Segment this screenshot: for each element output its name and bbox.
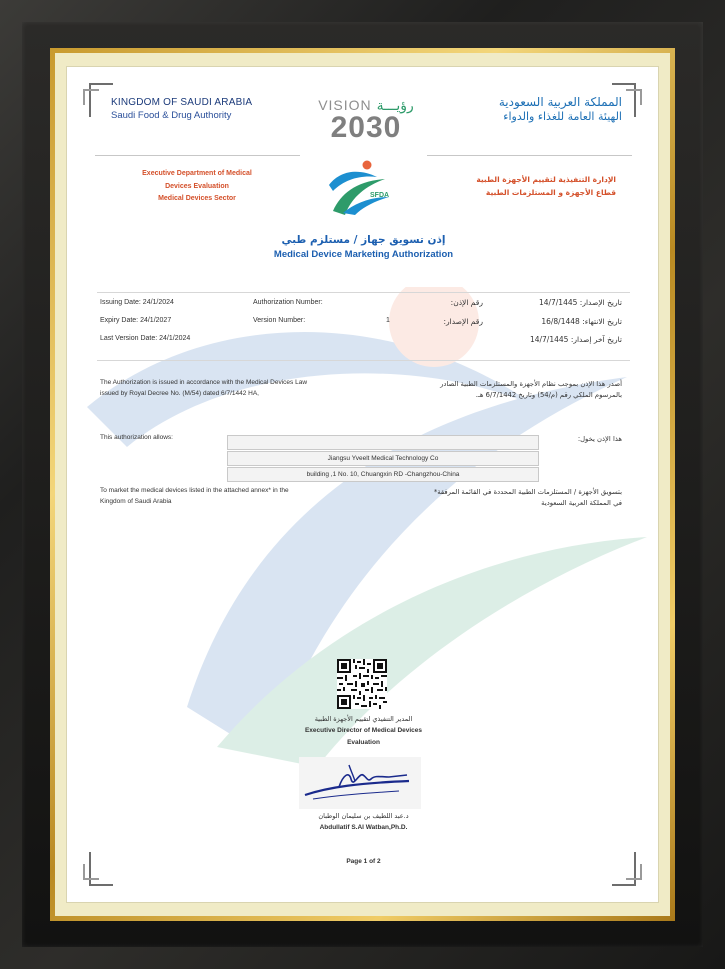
authorization-number-label: Authorization Number: (253, 299, 323, 306)
authority-name-en: Saudi Food & Drug Authority (111, 110, 232, 121)
corner-ornament (83, 89, 99, 105)
department-en (117, 168, 277, 206)
divider (95, 155, 300, 156)
vision-word: VISION (318, 97, 372, 113)
version-number-ar: رقم الإصدار: (443, 317, 483, 326)
authorized-entity-box (227, 435, 539, 483)
corner-ornament (626, 864, 642, 880)
market-statement-en: To market the medical devices listed in the attached annex* in the Kingdom of Saudi Arabia (100, 487, 289, 505)
last-version-date-en: Last Version Date: 24/1/2024 (100, 335, 191, 342)
allows-label-en: This authorization allows: (100, 434, 173, 441)
header-arabic (499, 95, 622, 123)
expiry-date-ar: تاريخ الانتهاء: 16/8/1448 (541, 317, 622, 326)
qr-code (337, 659, 387, 709)
last-version-date-ar: تاريخ آخر إصدار: 14/7/1445 (529, 335, 622, 344)
sfda-logo-text: SFDA (370, 192, 390, 199)
vision-year: 2030 (330, 111, 402, 144)
document-title-en: Medical Device Marketing Authorization (273, 249, 454, 260)
department-ar-line: الإدارة التنفيذية لتقييم الأجهزة الطبية (476, 175, 616, 184)
department-ar-line: قطاع الأجهزة و المستلزمات الطبية (485, 188, 616, 197)
signatory-title-en: Executive Director of Medical Devices (304, 727, 423, 734)
market-statement-ar-line: في المملكة العربية السعودية (541, 499, 622, 507)
document-title-ar: إذن تسويق جهاز / مستلزم طبي (281, 234, 446, 246)
law-statement-ar-line: أصدر هذا الإذن بموجب نظام الأجهزة والمستلزمات الطبية الصادر (440, 380, 622, 388)
market-statement-ar (382, 487, 622, 509)
authority-name-ar: الهيئة العامة للغذاء والدواء (503, 110, 622, 123)
handwritten-signature (299, 757, 421, 809)
auth-number-ar: رقم الإذن: (450, 298, 483, 307)
issuing-date-ar: تاريخ الإصدار: 14/7/1445 (538, 298, 622, 307)
department-en-line: Medical Devices Sector (158, 195, 236, 202)
version-number-label: Version Number: (253, 317, 306, 324)
company-name: Jiangsu Yveelt Medical Technology Co (227, 451, 539, 466)
issuing-date-en: Issuing Date: 24/1/2024 (100, 299, 174, 306)
signatory-title-ar: المدير التنفيذي لتقييم الأجهزة الطبية (314, 715, 413, 723)
expiry-date-en: Expiry Date: 24/1/2027 (100, 317, 172, 324)
signatory-name-ar: د.عبد اللطيف بن سليمان الوطبان (318, 812, 409, 820)
blank-field (227, 435, 539, 450)
header-english (111, 97, 252, 121)
corner-ornament (83, 864, 99, 880)
department-ar (446, 173, 616, 199)
company-address: building ,1 No. 10, Chuangxin RD -Changzhou-China (227, 467, 539, 482)
law-statement-ar (392, 379, 622, 401)
department-en-line: Devices Evaluation (165, 182, 229, 190)
divider (97, 360, 630, 361)
department-en-line: Executive Department of Medical (142, 170, 252, 177)
version-number-value: 1 (386, 317, 390, 324)
corner-ornament (626, 89, 642, 105)
sfda-logo (323, 159, 395, 217)
allows-label-ar: هذا الإذن يخول: (577, 435, 622, 443)
market-statement-ar-line: بتسويق الأجهزة / المستلزمات الطبية المحددة في القائمة المرفقة* (433, 488, 622, 496)
kingdom-name-en: KINGDOM OF SAUDI ARABIA (111, 97, 253, 108)
page-number: Page 1 of 2 (346, 858, 381, 865)
law-statement-en: The Authorization is issued in accordance with the Medical Devices Law issued by Royal Decree No. (M/54) dated 6/7/1442 HA, (100, 379, 308, 397)
vision-word-ar: رؤيـــة (376, 97, 414, 113)
divider (427, 155, 632, 156)
law-statement-ar-line: بالمرسوم الملكي رقم (م/54) وتاريخ 6/7/1442 هـ. (475, 391, 622, 399)
signatory-title-en-line2: Evaluation (347, 739, 380, 746)
divider (97, 292, 630, 293)
certificate-page (66, 66, 659, 903)
signatory-name-en: Abdullatif S.Al Watban,Ph.D. (319, 824, 408, 831)
vision-2030-logo (311, 97, 421, 142)
kingdom-name-ar: المملكة العربية السعودية (498, 95, 622, 109)
